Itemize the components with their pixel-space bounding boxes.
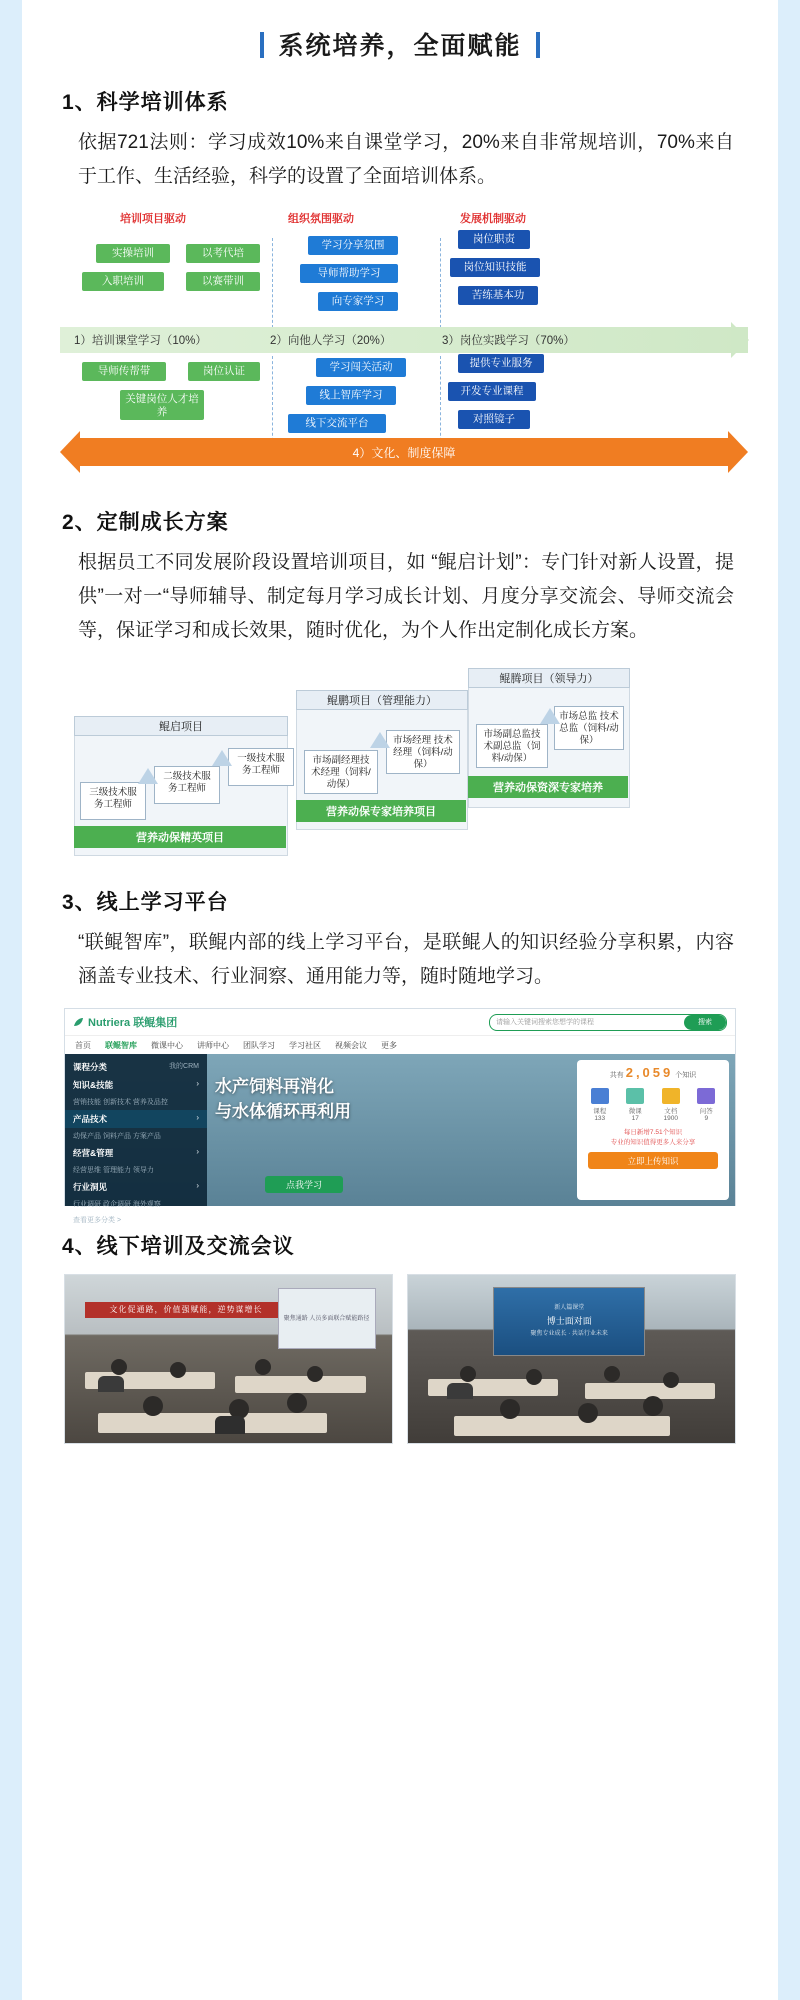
platform-search-input[interactable]: [489, 1014, 727, 1031]
platform-sidebar-footer[interactable]: [65, 1212, 207, 1228]
training-system-diagram: [60, 210, 748, 480]
section-1-heading: 1、科学培训体系: [62, 91, 229, 114]
section-2-heading: 2、定制成长方案: [62, 511, 229, 534]
platform-nav-item-2[interactable]: 微课中心: [151, 1040, 183, 1050]
platform-cta-button[interactable]: 点我学习: [265, 1176, 343, 1193]
platform-sidebar-group-3-sub: [65, 1196, 207, 1212]
platform-stats-unit: 个知识: [675, 1072, 697, 1079]
leaf-icon: [73, 1017, 84, 1028]
platform-hero-text: [215, 1074, 465, 1124]
photo-right: [407, 1274, 736, 1444]
platform-sidebar-group-1-subtext: 动保产品 饲料产品 方案产品: [73, 1133, 161, 1140]
title-right-bar: [536, 32, 540, 58]
photo-left: [64, 1274, 393, 1444]
book-icon: [591, 1088, 609, 1104]
diagram1-header-2: 组织氛围驱动: [288, 213, 354, 225]
platform-stats-value: 2,059: [625, 1065, 674, 1080]
page-title-text: 系统培养，全面赋能: [278, 32, 522, 60]
diagram1-box-xianxia: 线下交流平台: [288, 414, 386, 433]
diagram1-box-jingzi: 对照镜子: [458, 410, 530, 429]
platform-sidebar-header: [65, 1058, 207, 1076]
platform-stat-1-value: 17: [631, 1115, 639, 1122]
platform-sidebar-group-2-sub: [65, 1162, 207, 1178]
diagram1-box-chuangguan: 学习闯关活动: [316, 358, 406, 377]
platform-sidebar-group-0-cat: 知识&技能: [73, 1080, 114, 1090]
diagram1-box-shicao: 实操培训: [96, 244, 170, 263]
offline-training-photos: [64, 1274, 736, 1444]
platform-sidebar-group-0[interactable]: 知识&技能 ›: [73, 1079, 199, 1090]
diagram1-box-zhuanjia: 向专家学习: [318, 292, 398, 311]
photo-left-screen: 聚焦通路 人员多面联合赋能路径: [278, 1288, 376, 1348]
page-title-wrap: [22, 0, 778, 68]
platform-stats-icons: [582, 1088, 724, 1122]
platform-stat-3: [697, 1088, 715, 1122]
platform-stat-3-value: 9: [704, 1115, 709, 1122]
platform-nav-item-4[interactable]: 团队学习: [243, 1040, 275, 1050]
platform-stats-prefix: 共有: [609, 1072, 624, 1079]
platform-card-note-2: 专业的知识值得更多人来分享: [610, 1139, 696, 1146]
platform-sidebar-group-0-subtext: 营销技能 创新技术 营养及品控: [73, 1099, 168, 1106]
platform-stat-0-label: 课程: [593, 1108, 607, 1115]
career-card-1-step-3: 一级技术服务工程师: [228, 748, 294, 786]
platform-stat-1-label: 微课: [628, 1108, 642, 1115]
platform-category-sidebar: [65, 1054, 207, 1224]
diagram1-box-yikaodaipei: 以考代培: [186, 244, 260, 263]
photo-right-screen-title: 博士面对面: [546, 1315, 592, 1326]
platform-sidebar-group-3-cat: 行业洞见: [73, 1182, 108, 1192]
platform-sidebar-group-2-subtext: 经营思维 管理能力 领导力: [73, 1167, 154, 1174]
platform-sidebar-title: 课程分类: [73, 1062, 108, 1072]
platform-nav-item-1[interactable]: 联鲲智库: [105, 1040, 137, 1050]
platform-stats-card: [577, 1060, 729, 1200]
diagram1-box-zhize: 岗位职责: [458, 230, 530, 249]
diagram1-box-zhiku: 线上智库学习: [306, 386, 396, 405]
diagram1-phase-2: 2）向他人学习（20%）: [270, 335, 392, 347]
diagram1-header-1: 培训项目驱动: [120, 213, 186, 225]
content-sheet: [22, 0, 778, 2000]
title-left-bar: [260, 32, 264, 58]
diagram1-box-kulian: 苦练基本功: [458, 286, 538, 305]
platform-stat-2-label: 文档: [664, 1108, 678, 1115]
section-3-heading: 3、线上学习平台: [62, 891, 229, 914]
platform-body: [65, 1054, 735, 1224]
career-card-3-title: 鲲腾项目（领导力）: [468, 668, 630, 688]
platform-sidebar-group-0-sub: [65, 1094, 207, 1110]
photo-right-screen-small: 聚焦专业成长 · 共话行业未来: [530, 1330, 608, 1337]
platform-nav-item-5[interactable]: 学习社区: [289, 1040, 321, 1050]
platform-logo-text: Nutriera 联鲲集团: [88, 1017, 178, 1029]
photo-right-screen-sub: 新人篇课堂: [554, 1304, 585, 1311]
platform-stat-2-value: 1900: [663, 1115, 678, 1122]
platform-sidebar-group-1-sub: [65, 1128, 207, 1144]
career-card-2-step-2: 市场经理 技术经理（饲料/动保）: [386, 730, 460, 774]
platform-nav: [65, 1035, 735, 1054]
career-card-1-step-1: 三级技术服务工程师: [80, 782, 146, 820]
section-1-paragraph: 依据721法则：学习成效10%来自课堂学习，20%来自非常规培训，70%来自于工作、生活经验，科学的设置了全面培训体系。: [78, 132, 734, 187]
platform-nav-item-0[interactable]: 首页: [75, 1040, 91, 1050]
platform-stats-count-label: [582, 1065, 724, 1080]
platform-stat-0: [591, 1088, 609, 1122]
diagram1-box-gangweirenzheng: 岗位认证: [188, 362, 260, 381]
section-2-paragraph: 根据员工不同发展阶段设置培训项目，如 “鲲启计划”：专门针对新人设置，提供”一对一“导师辅导、制定每月学习成长计划、月度分享交流会、导师交流会等，保证学习和成长效果，随时优化，为个人作出定制化成长方案。: [78, 552, 734, 641]
platform-search-placeholder: 请输入关键词搜索您想学的课程: [496, 1019, 594, 1026]
page-title: [224, 26, 575, 62]
photo-left-banner: 文化促通路，价值强赋能，逆势谋增长: [85, 1302, 288, 1318]
diagram1-box-fuwu: 提供专业服务: [458, 354, 544, 373]
diagram1-box-kecheng: 开发专业课程: [448, 382, 536, 401]
platform-stat-0-value: 133: [594, 1115, 606, 1122]
platform-search-button[interactable]: 搜索: [684, 1015, 726, 1030]
platform-card-note-1: 每日新增7.51个知识: [623, 1129, 683, 1136]
career-card-1-program: 营养动保精英项目: [74, 826, 286, 848]
career-card-1-arrow-1: [138, 768, 158, 784]
platform-stat-3-label: 问答: [699, 1108, 713, 1115]
diagram1-bottom-band: 4）文化、制度保障: [80, 438, 728, 466]
career-card-2-step-1: 市场副经理技术经理（饲料/动保）: [304, 750, 378, 794]
diagram1-box-daoshibangzhu: 导师帮助学习: [300, 264, 398, 283]
platform-upload-button[interactable]: 立即上传知识: [588, 1152, 718, 1169]
diagram1-box-yisaidaixun: 以赛带训: [186, 272, 260, 291]
diagram1-phase-1: 1）培训课堂学习（10%）: [74, 335, 207, 347]
diagram1-header-3: 发展机制驱动: [460, 213, 526, 225]
career-card-2-program: 营养动保专家培养项目: [296, 800, 466, 822]
career-card-3-program: 营养动保资深专家培养: [468, 776, 628, 798]
diagram1-box-guanjian: 关键岗位人才培养: [120, 390, 204, 420]
platform-stat-1: [626, 1088, 644, 1122]
career-card-1-arrow-2: [212, 750, 232, 766]
section-4-heading: 4、线下培训及交流会议: [62, 1235, 295, 1258]
platform-sidebar-group-3[interactable]: 行业洞见 ›: [73, 1181, 199, 1192]
platform-sidebar-group-1-cat: 产品技术: [73, 1114, 108, 1124]
career-card-3-step-2: 市场总监 技术总监（饲料/动保）: [554, 706, 624, 750]
diagram1-box-zhineng: 岗位知识技能: [450, 258, 540, 277]
platform-card-note: [582, 1128, 724, 1148]
platform-sidebar-group-2-cat: 经营&管理: [73, 1148, 114, 1158]
diagram1-box-daoshi: 导师传帮带: [82, 362, 166, 381]
platform-sidebar-group-3-subtext: 行业调研 政企调研 海外观察: [73, 1201, 161, 1208]
platform-hero-line2: 与水体循环再利用: [215, 1102, 351, 1121]
platform-nav-item-3[interactable]: 讲师中心: [197, 1040, 229, 1050]
career-card-1-step-2: 二级技术服务工程师: [154, 766, 220, 804]
play-icon: [626, 1088, 644, 1104]
document-icon: [662, 1088, 680, 1104]
platform-sidebar-footer-text: 查看更多分类 >: [73, 1217, 122, 1224]
learning-platform-screenshot: [64, 1008, 736, 1224]
photo-right-screen: [493, 1287, 645, 1356]
platform-sidebar-group-2[interactable]: 经营&管理 ›: [73, 1147, 199, 1158]
diagram1-phase-3: 3）岗位实践学习（70%）: [442, 335, 575, 347]
platform-logo: [73, 1014, 177, 1030]
career-card-3-step-1: 市场副总监技术副总监（饲料/动保）: [476, 724, 548, 768]
career-path-diagram: [64, 664, 746, 864]
platform-stat-2: [662, 1088, 680, 1122]
platform-nav-item-6[interactable]: 视频会议: [335, 1040, 367, 1050]
qa-icon: [697, 1088, 715, 1104]
platform-sidebar-more[interactable]: 我的CRM: [169, 1063, 199, 1070]
career-card-2-title: 鲲鹏项目（管理能力）: [296, 690, 468, 710]
career-card-2-arrow: [370, 732, 390, 748]
career-card-3-arrow: [540, 708, 560, 724]
diagram1-box-ruzhi: 入职培训: [82, 272, 164, 291]
diagram1-box-fenxiang: 学习分享氛围: [308, 236, 398, 255]
platform-sidebar-group-1[interactable]: 产品技术 ›: [65, 1110, 207, 1128]
section-3-paragraph: “联鲲智库”，联鲲内部的线上学习平台，是联鲲人的知识经验分享积累，内容涵盖专业技术、行业洞察、通用能力等，随时随地学习。: [78, 932, 734, 987]
platform-hero-line1: 水产饲料再消化: [215, 1077, 334, 1096]
career-card-1-title: 鲲启项目: [74, 716, 288, 736]
platform-topbar: [65, 1009, 735, 1035]
platform-nav-item-7[interactable]: 更多: [381, 1040, 397, 1050]
